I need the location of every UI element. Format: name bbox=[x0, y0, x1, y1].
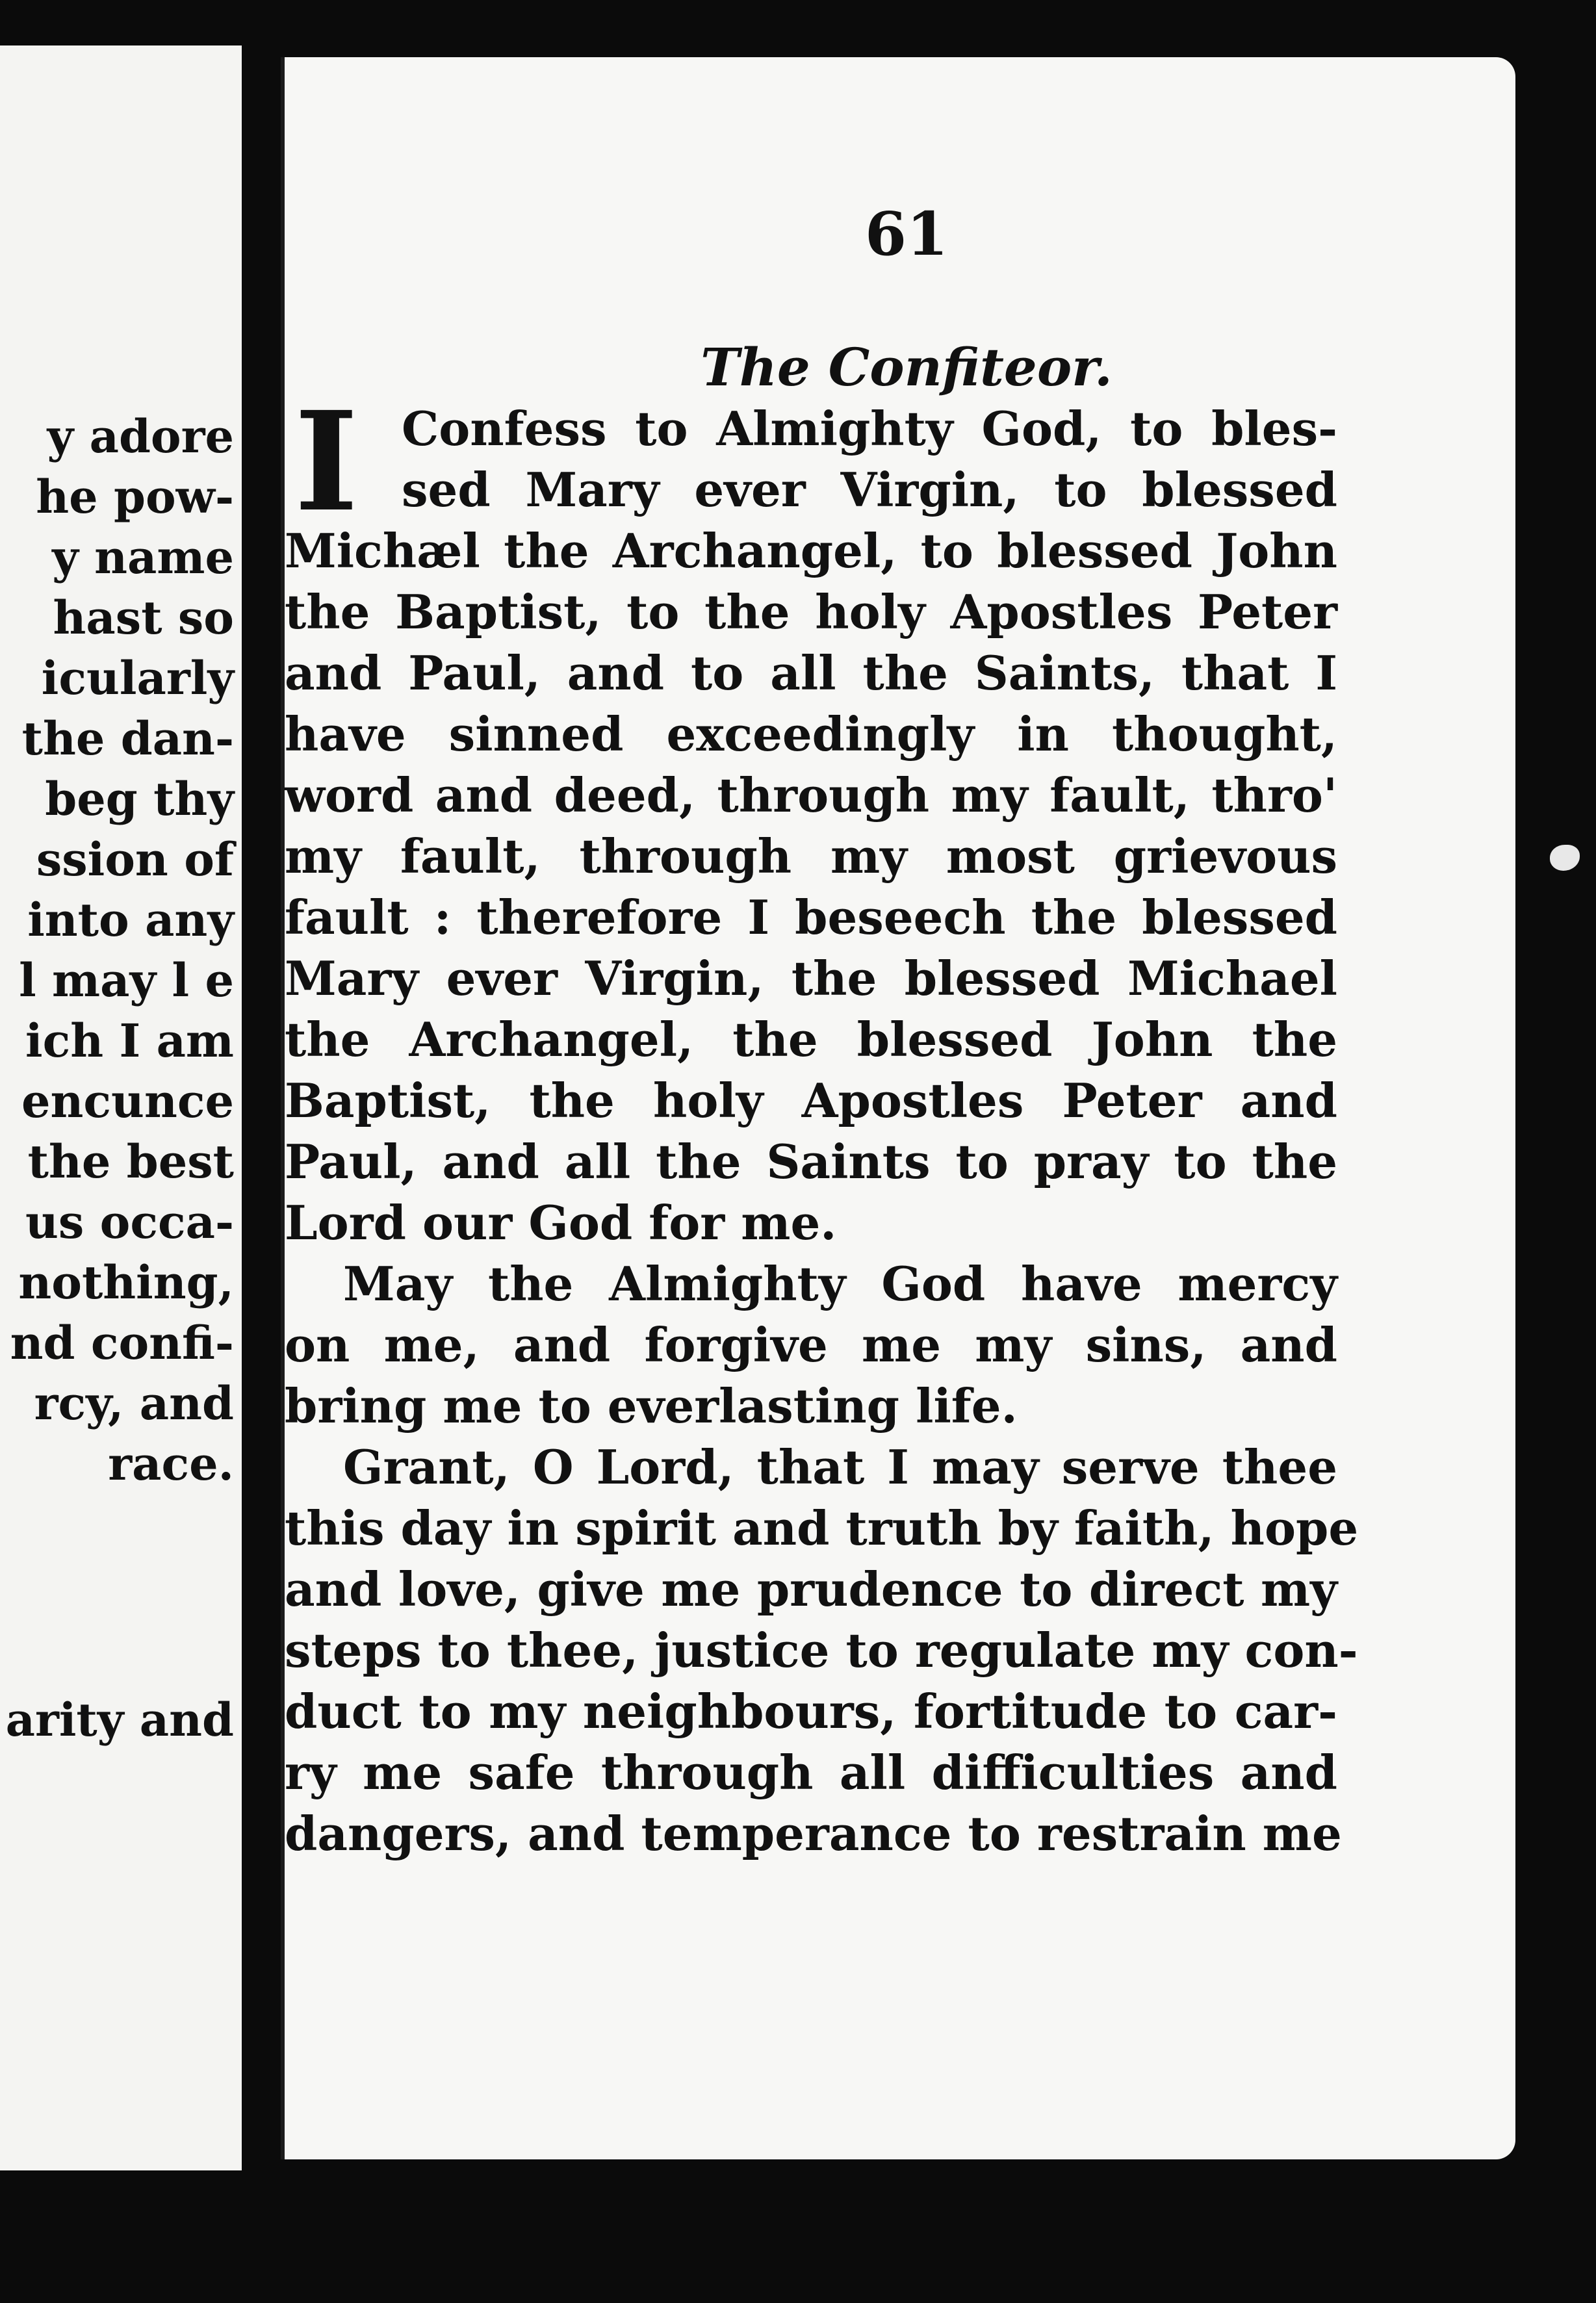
left-line: icularly bbox=[41, 651, 234, 705]
left-line: y name bbox=[52, 530, 234, 584]
text-line: have sinned exceedingly in thought, bbox=[285, 706, 1337, 762]
drop-cap: I bbox=[294, 381, 359, 542]
text-line: the Archangel, the blessed John the bbox=[285, 1012, 1337, 1067]
text-line: Mary ever Virgin, the blessed Michael bbox=[285, 951, 1337, 1006]
page-number: 61 bbox=[864, 199, 949, 269]
left-line: hast so bbox=[53, 591, 234, 645]
body-text bbox=[285, 381, 1359, 1864]
text-line: Lord our God for me. bbox=[285, 1195, 837, 1250]
left-line: the best bbox=[27, 1135, 234, 1189]
left-page bbox=[0, 45, 248, 2170]
text-line: the Baptist, to the holy Apostles Peter bbox=[285, 584, 1337, 639]
left-line: the dan- bbox=[21, 712, 234, 766]
left-line: l may l e bbox=[19, 953, 234, 1007]
text-line: Confess to Almighty God, to bles- bbox=[402, 401, 1337, 456]
left-line: into any bbox=[27, 893, 234, 947]
text-line: word and deed, through my fault, thro' bbox=[285, 767, 1337, 823]
text-line: Baptist, the holy Apostles Peter and bbox=[285, 1073, 1337, 1128]
text-line: and love, give me prudence to direct my bbox=[285, 1562, 1337, 1617]
left-line: us occa- bbox=[25, 1195, 234, 1249]
left-extra-line: arity and bbox=[5, 1693, 234, 1747]
left-line: rcy, and bbox=[34, 1376, 234, 1430]
text-line: ry me safe through all difficulties and bbox=[285, 1745, 1337, 1800]
text-line: Michæl the Archangel, to blessed John bbox=[285, 523, 1337, 578]
paper-blemish bbox=[1550, 845, 1580, 871]
left-line: nd confi- bbox=[10, 1316, 234, 1370]
text-line: my fault, through my most grievous bbox=[285, 829, 1337, 884]
left-line: y adore bbox=[47, 409, 234, 463]
text-line: on me, and forgive me my sins, and bbox=[285, 1317, 1337, 1372]
text-line: dangers, and temperance to restrain me bbox=[285, 1806, 1342, 1861]
text-line: steps to thee, justice to regulate my con- bbox=[285, 1623, 1358, 1678]
text-line: and Paul, and to all the Saints, that I bbox=[285, 645, 1337, 701]
left-line: race. bbox=[108, 1437, 234, 1491]
left-line: encunce bbox=[21, 1074, 234, 1128]
text-line: duct to my neighbours, fortitude to car- bbox=[285, 1684, 1337, 1739]
left-line: nothing, bbox=[18, 1255, 234, 1309]
text-line: sed Mary ever Virgin, to blessed bbox=[402, 462, 1337, 517]
left-page-text bbox=[10, 406, 234, 1494]
section-heading: The Confiteor. bbox=[701, 337, 1113, 398]
left-line: ssion of bbox=[36, 832, 234, 886]
text-line: May the Almighty God have mercy bbox=[343, 1256, 1337, 1311]
left-line: beg thy bbox=[45, 772, 234, 826]
left-line: ich I am bbox=[25, 1014, 234, 1068]
text-line: Paul, and all the Saints to pray to the bbox=[285, 1134, 1337, 1189]
text-line: fault : therefore I beseech the blessed bbox=[285, 890, 1337, 945]
text-line: bring me to everlasting life. bbox=[285, 1378, 1018, 1434]
text-line: this day in spirit and truth by faith, hope bbox=[285, 1500, 1359, 1556]
left-line: he pow- bbox=[36, 470, 234, 524]
right-page bbox=[281, 57, 1515, 2159]
text-line: Grant, O Lord, that I may serve thee bbox=[343, 1439, 1337, 1495]
